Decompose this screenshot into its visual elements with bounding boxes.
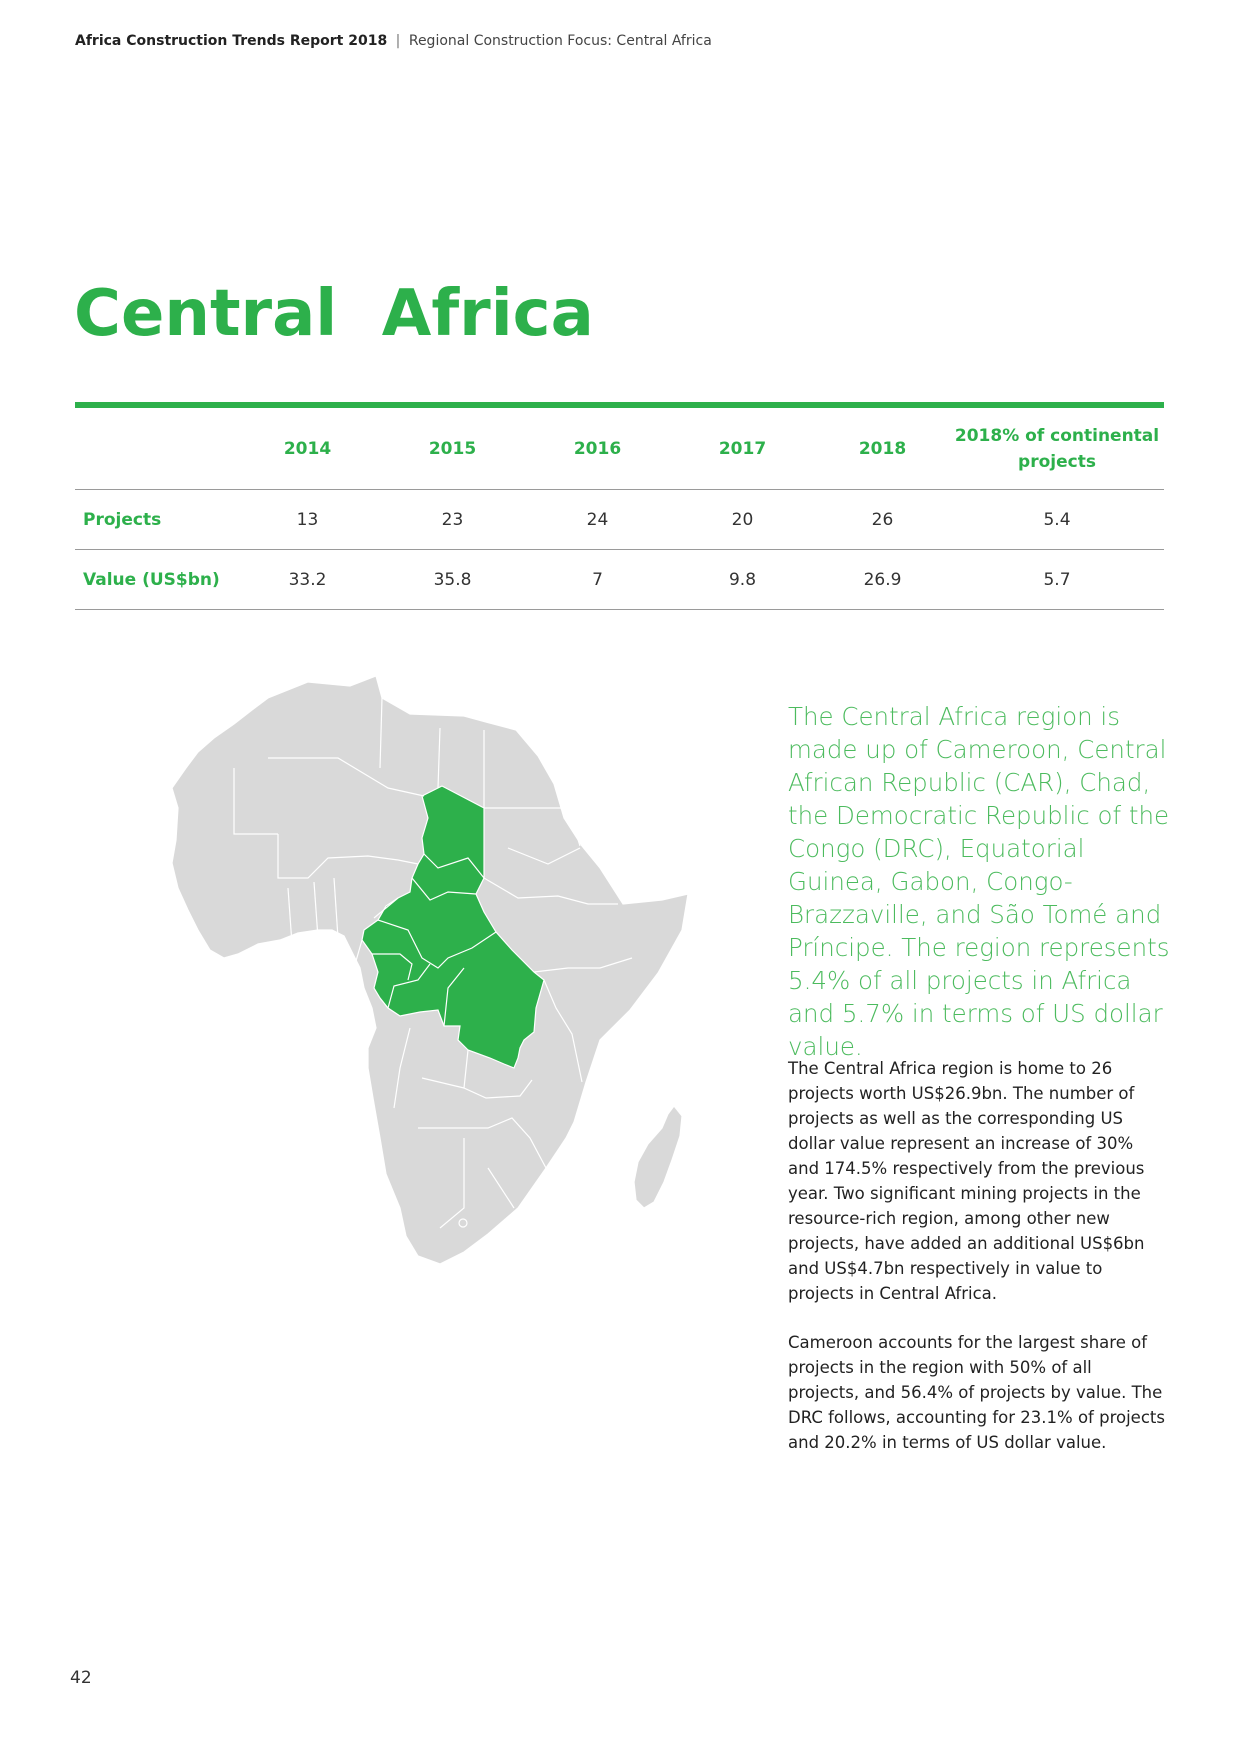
body-paragraph: The Central Africa region is home to 26 projects worth US$26.9bn. The number of projects as well as the corresponding US dollar value represent an increase of 30% and 174.5% respectively from the previous year. Two significant mining projects in the resource-rich region, among other new projects, have added an additional US$6bn and US$4.7bn respectively in value to projects in Central Africa. bbox=[788, 1059, 1145, 1303]
table-cell: 33.2 bbox=[235, 550, 380, 610]
report-title: Africa Construction Trends Report 2018 bbox=[75, 33, 388, 49]
row-label: Value (US$bn) bbox=[75, 550, 235, 610]
table-cell: 24 bbox=[525, 490, 670, 550]
madagascar-shape bbox=[634, 1106, 682, 1208]
column-header: 2014 bbox=[235, 408, 380, 490]
table-cell: 20 bbox=[670, 490, 815, 550]
table-cell: 26.9 bbox=[815, 550, 950, 610]
header-separator: | bbox=[395, 33, 401, 49]
table-cell: 5.4 bbox=[950, 490, 1164, 550]
running-header bbox=[75, 33, 712, 49]
table-row bbox=[75, 550, 1164, 610]
section-title: Regional Construction Focus: Central Africa bbox=[408, 33, 712, 49]
table-header-row bbox=[75, 408, 1164, 490]
table-cell: 13 bbox=[235, 490, 380, 550]
page-number: 42 bbox=[70, 1668, 92, 1688]
table-cell: 9.8 bbox=[670, 550, 815, 610]
column-header bbox=[75, 408, 235, 490]
page-title: Central Africa bbox=[74, 277, 594, 351]
column-header: 2018 bbox=[815, 408, 950, 490]
table-cell: 5.7 bbox=[950, 550, 1164, 610]
row-label: Projects bbox=[75, 490, 235, 550]
projects-table bbox=[75, 408, 1164, 610]
table-row bbox=[75, 490, 1164, 550]
table-cell: 23 bbox=[380, 490, 525, 550]
africa-map bbox=[168, 668, 702, 1308]
body-paragraph: Cameroon accounts for the largest share of projects in the region with 50% of all projects, and 56.4% of projects by value. The DRC follows, accounting for 23.1% of projects and 20.2% in terms of US dollar value. bbox=[788, 1333, 1165, 1452]
column-header: 2016 bbox=[525, 408, 670, 490]
table-cell: 35.8 bbox=[380, 550, 525, 610]
column-header: 2018% of continental projects bbox=[950, 408, 1164, 490]
lead-paragraph: The Central Africa region is made up of Cameroon, Central African Republic (CAR), Chad, the Democratic Republic of the Congo (DRC), Equatorial Guinea, Gabon, Congo-Brazzaville, and São Tomé and Príncipe. The region represents 5.4% of all projects in Africa and 5.7% in terms of US dollar value. bbox=[788, 702, 1170, 1061]
table-cell: 26 bbox=[815, 490, 950, 550]
table-cell: 7 bbox=[525, 550, 670, 610]
column-header: 2015 bbox=[380, 408, 525, 490]
column-header: 2017 bbox=[670, 408, 815, 490]
